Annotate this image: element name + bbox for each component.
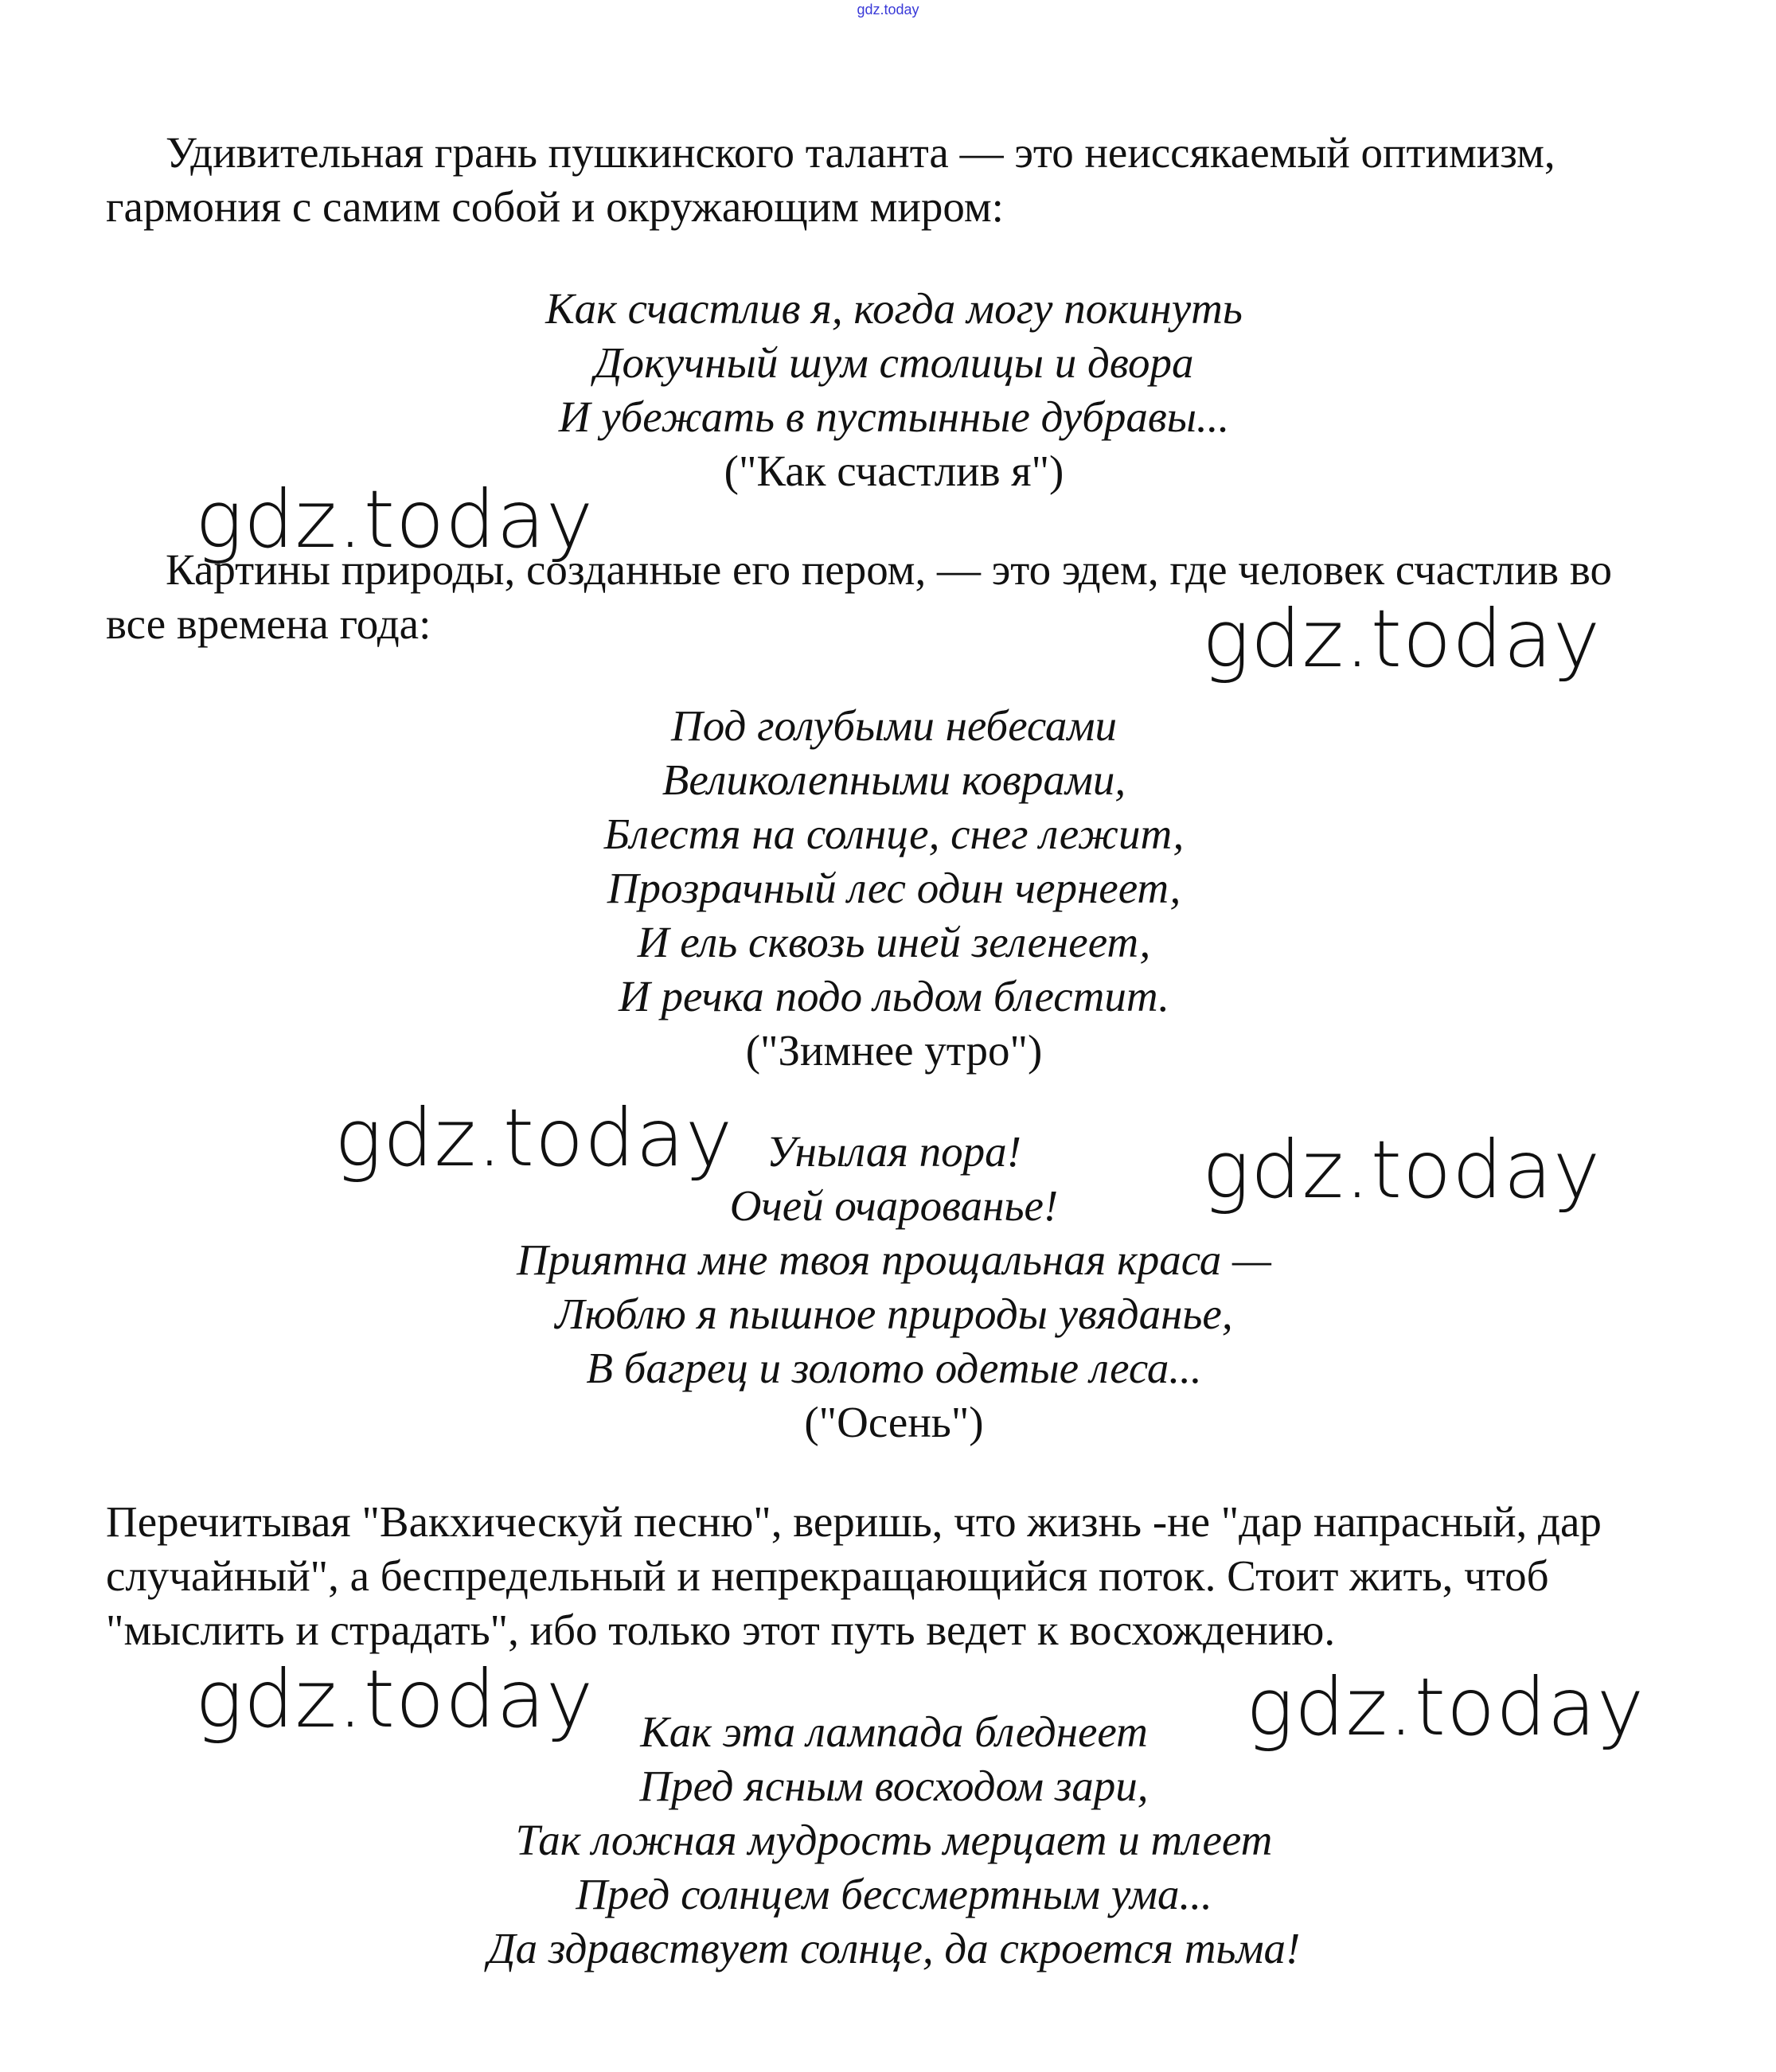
poem-line: Очей очарованье! xyxy=(729,1181,1059,1230)
poem-line: Люблю я пышное природы увяданье, xyxy=(555,1290,1233,1338)
poem-line: Пред солнцем бессмертным ума... xyxy=(576,1870,1212,1918)
poem-line: Под голубыми небесами xyxy=(671,701,1117,750)
poem-line: В багрец и золото одетые леса... xyxy=(586,1344,1202,1392)
poem-line: Блестя на солнце, снег лежит, xyxy=(603,810,1185,858)
poem-line: Да здравствует солнце, да скроется тьма! xyxy=(487,1924,1301,1972)
paragraph-nature: Картины природы, созданные его пером, — это эдем, где человек счастлив во все времена года: xyxy=(106,545,1612,648)
poem-kak-schastliv xyxy=(106,282,1682,498)
poem-source: ("Осень") xyxy=(804,1398,984,1446)
poem-zimnee-utro xyxy=(106,699,1682,1078)
watermark: gdz.today xyxy=(334,1091,734,1184)
poem-line: Великолепными коврами, xyxy=(662,755,1126,804)
header-watermark: gdz.today xyxy=(857,2,919,18)
watermark: gdz.today xyxy=(1202,1123,1602,1216)
paragraph-bacchic: Перечитывая "Вакхическуй песню", веришь, что жизнь -не "дар напрасный, дар случайный", а беспредельный и непрекращающийся поток. Стоит жить, чтоб "мыслить и страдать", ибо только этот путь ведет к восхождению. xyxy=(106,1497,1602,1654)
poem-line: Прозрачный лес один чернеет, xyxy=(607,864,1181,912)
poem-source: ("Как счастлив я") xyxy=(724,447,1064,495)
poem-line: Унылая пора! xyxy=(767,1127,1021,1176)
poem-line: И ель сквозь иней зеленеет, xyxy=(637,918,1151,966)
watermark: gdz.today xyxy=(1202,592,1602,685)
poem-line: Докучный шум столицы и двора xyxy=(594,338,1194,387)
paragraph-intro: Удивительная грань пушкинского таланта — это неиссякаемый оптимизм, гармония с самим собой и окружающим миром: xyxy=(106,128,1555,231)
poem-line: И убежать в пустынные дубравы... xyxy=(558,392,1230,441)
watermark: gdz.today xyxy=(195,473,595,566)
poem-source: ("Зимнее утро") xyxy=(745,1026,1043,1075)
poem-line: И речка подо льдом блестит. xyxy=(618,972,1170,1020)
poem-line: Приятна мне твоя прощальная краса — xyxy=(517,1235,1271,1284)
poem-line: Пред ясным восходом зари, xyxy=(639,1762,1149,1810)
poem-line: Так ложная мудрость мерцает и тлеет xyxy=(515,1816,1273,1864)
watermark: gdz.today xyxy=(1246,1660,1645,1754)
poem-line: Как эта лампада бледнеет xyxy=(640,1707,1148,1756)
poem-line: Как счастлив я, когда могу покинуть xyxy=(545,284,1243,333)
watermark: gdz.today xyxy=(195,1653,595,1746)
